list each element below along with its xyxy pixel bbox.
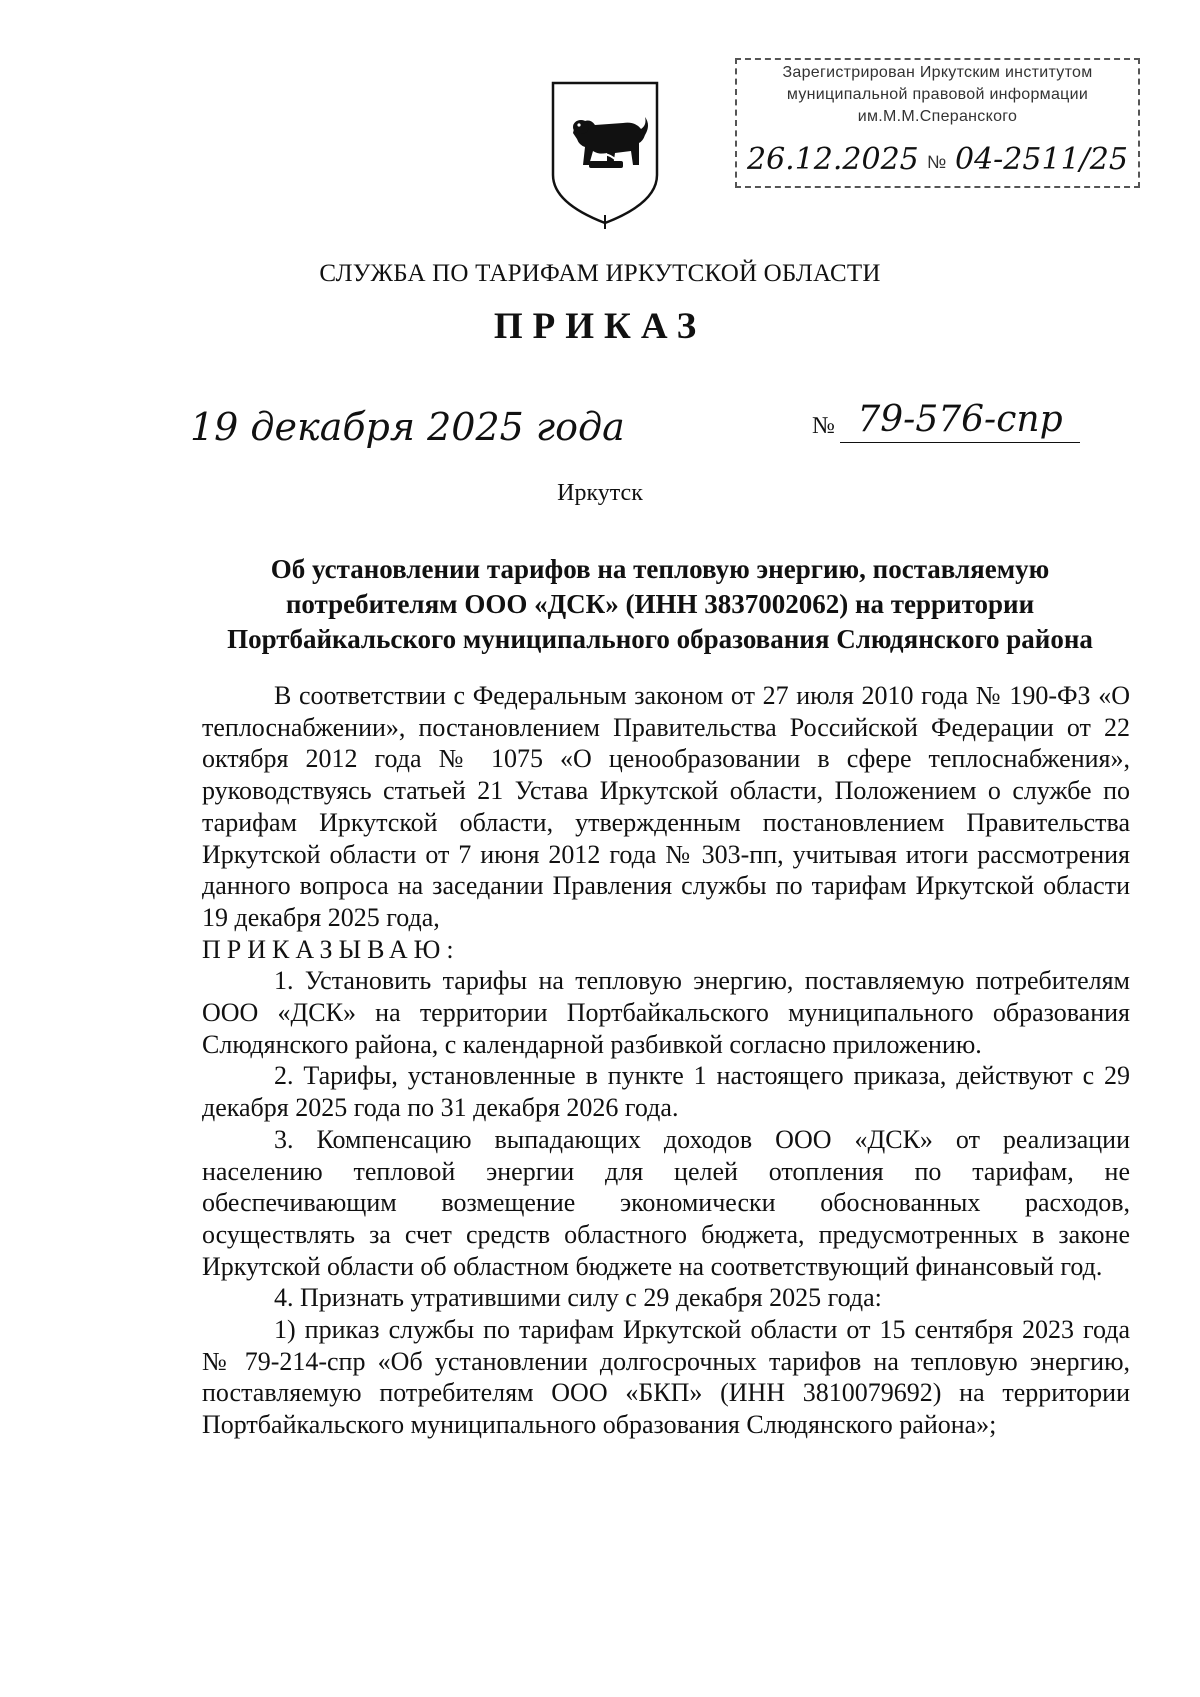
title-line: Портбайкальского муниципального образования Слюдянского района <box>227 624 1093 654</box>
order-number: 79-576-спр <box>840 398 1080 443</box>
organization-name: СЛУЖБА ПО ТАРИФАМ ИРКУТСКОЙ ОБЛАСТИ <box>319 260 881 287</box>
document-title <box>190 552 1130 657</box>
coat-of-arms-emblem <box>545 75 665 230</box>
document-body <box>202 680 1130 1441</box>
title-line: потребителям ООО «ДСК» (ИНН 3837002062) на территории <box>285 589 1035 619</box>
title-line: Об установлении тарифов на тепловую энергию, поставляемую <box>270 554 1050 584</box>
stamp-date: 26.12.2025 <box>747 142 919 177</box>
city: Иркутск <box>557 480 643 506</box>
irkutsk-coat-of-arms-icon <box>545 75 665 230</box>
order-item-3: 3. Компенсацию выпадающих доходов ООО «ДСК» от реализации населению тепловой энергии для целей отопления по тарифам, не обеспечивающим возмещение экономически обоснованных расходов, осуществлять за счет средств областного бюджета, предусмотренных в законе Иркутской области об областном бюджете на соответствующий финансовый год. <box>202 1124 1130 1281</box>
order-item-2: 2. Тарифы, установленные в пункте 1 настоящего приказа, действуют с 29 декабря 2025 года по 31 декабря 2026 года. <box>202 1061 1130 1123</box>
order-item-1: 1. Установить тарифы на тепловую энергию, поставляемую потребителям ООО «ДСК» на территории Портбайкальского муниципального образования Слюдянского района, с календарной разбивкой согласно приложению. <box>202 966 1130 1059</box>
order-item-4: 4. Признать утратившими силу с 29 декабря 2025 года: <box>274 1283 882 1313</box>
order-word: ПРИКАЗЫВАЮ: <box>202 934 460 964</box>
preamble-paragraph: В соответствии с Федеральным законом от 27 июля 2010 года № 190-ФЗ «О теплоснабжении», постановлением Правительства Российской Федерации от 22 октября 2012 года № 1075 «О ценообразовании в сфере теплоснабжения», руководствуясь статьей 21 Устава Иркутской области, Положением о службе по тарифам Иркутской области, утвержденным постановлением Правительства Иркутской области от 7 июня 2012 года № 303-пп, учитывая итоги рассмотрения данного вопроса на заседании Правления службы по тарифам Иркутской области 19 декабря 2025 года, <box>202 681 1130 932</box>
registration-stamp <box>735 58 1140 188</box>
stamp-line-2: муниципальной правовой информации <box>786 86 1089 103</box>
stamp-number-label: № <box>927 152 947 172</box>
order-number-label: № <box>812 413 835 439</box>
stamp-line-1: Зарегистрирован Иркутским институтом <box>782 64 1093 81</box>
document-type: ПРИКАЗ <box>493 306 707 347</box>
order-item-4-1: 1) приказ службы по тарифам Иркутской области от 15 сентября 2023 года № 79-214-спр «Об установлении долгосрочных тарифов на тепловую энергию, поставляемую потребителям ООО «БКП» (ИНН 3810079692) на территории Портбайкальского муниципального образования Слюдянского района»; <box>202 1315 1130 1440</box>
order-date: 19 декабря 2025 года <box>190 405 625 449</box>
stamp-number: 04-2511/25 <box>955 142 1128 177</box>
stamp-line-3: им.М.М.Сперанского <box>857 108 1018 125</box>
